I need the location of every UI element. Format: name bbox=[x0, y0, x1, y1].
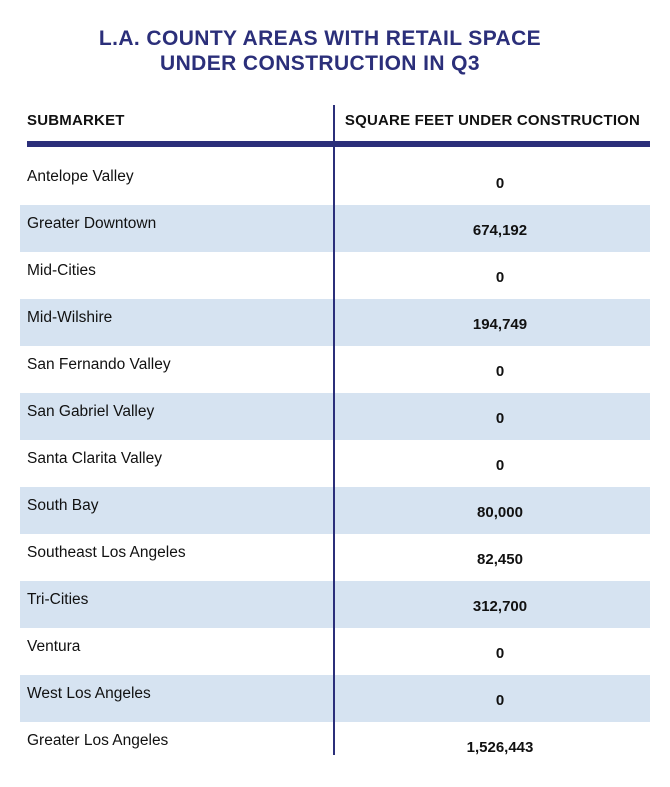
column-header-square-feet: SQUARE FEET UNDER CONSTRUCTION bbox=[344, 112, 641, 129]
submarket-cell: Ventura bbox=[27, 638, 81, 655]
square-feet-cell: 194,749 bbox=[472, 316, 528, 333]
table-row bbox=[20, 487, 650, 534]
table-row bbox=[20, 440, 650, 487]
column-divider bbox=[333, 105, 335, 755]
square-feet-cell: 0 bbox=[495, 175, 505, 192]
square-feet-cell: 80,000 bbox=[477, 504, 523, 521]
table-row bbox=[20, 393, 650, 440]
submarket-cell: Mid-Cities bbox=[27, 262, 96, 279]
submarket-cell: San Gabriel Valley bbox=[27, 403, 155, 420]
submarket-cell: Mid-Wilshire bbox=[27, 309, 113, 326]
square-feet-cell: 1,526,443 bbox=[466, 739, 534, 756]
table-row bbox=[20, 675, 650, 722]
square-feet-cell: 0 bbox=[495, 645, 505, 662]
submarket-cell: Antelope Valley bbox=[27, 168, 134, 185]
submarket-cell: South Bay bbox=[27, 497, 99, 514]
square-feet-cell: 0 bbox=[495, 363, 505, 380]
square-feet-cell: 82,450 bbox=[477, 551, 523, 568]
table-row bbox=[20, 722, 650, 769]
square-feet-cell: 0 bbox=[495, 457, 505, 474]
title-line-1: L.A. COUNTY AREAS WITH RETAIL SPACE bbox=[98, 27, 542, 50]
submarket-cell: Santa Clarita Valley bbox=[27, 450, 162, 467]
square-feet-cell: 0 bbox=[495, 692, 505, 709]
title-line-2: UNDER CONSTRUCTION IN Q3 bbox=[160, 52, 480, 75]
header-rule bbox=[27, 141, 650, 147]
table-row bbox=[20, 346, 650, 393]
table-row bbox=[20, 299, 650, 346]
table-body bbox=[20, 158, 650, 769]
table-row bbox=[20, 581, 650, 628]
square-feet-cell: 312,700 bbox=[472, 598, 528, 615]
square-feet-cell: 674,192 bbox=[472, 222, 528, 239]
table-row bbox=[20, 534, 650, 581]
submarket-cell: Greater Downtown bbox=[27, 215, 157, 232]
column-header-submarket: SUBMARKET bbox=[27, 112, 125, 129]
submarket-cell: Greater Los Angeles bbox=[27, 732, 169, 749]
table-row bbox=[20, 158, 650, 205]
submarket-cell: Tri-Cities bbox=[27, 591, 89, 608]
square-feet-cell: 0 bbox=[495, 269, 505, 286]
square-feet-cell: 0 bbox=[495, 410, 505, 427]
table-row bbox=[20, 252, 650, 299]
submarket-cell: San Fernando Valley bbox=[27, 356, 171, 373]
table-row bbox=[20, 628, 650, 675]
chart-title bbox=[0, 26, 640, 76]
table-row bbox=[20, 205, 650, 252]
submarket-cell: Southeast Los Angeles bbox=[27, 544, 186, 561]
submarket-cell: West Los Angeles bbox=[27, 685, 151, 702]
